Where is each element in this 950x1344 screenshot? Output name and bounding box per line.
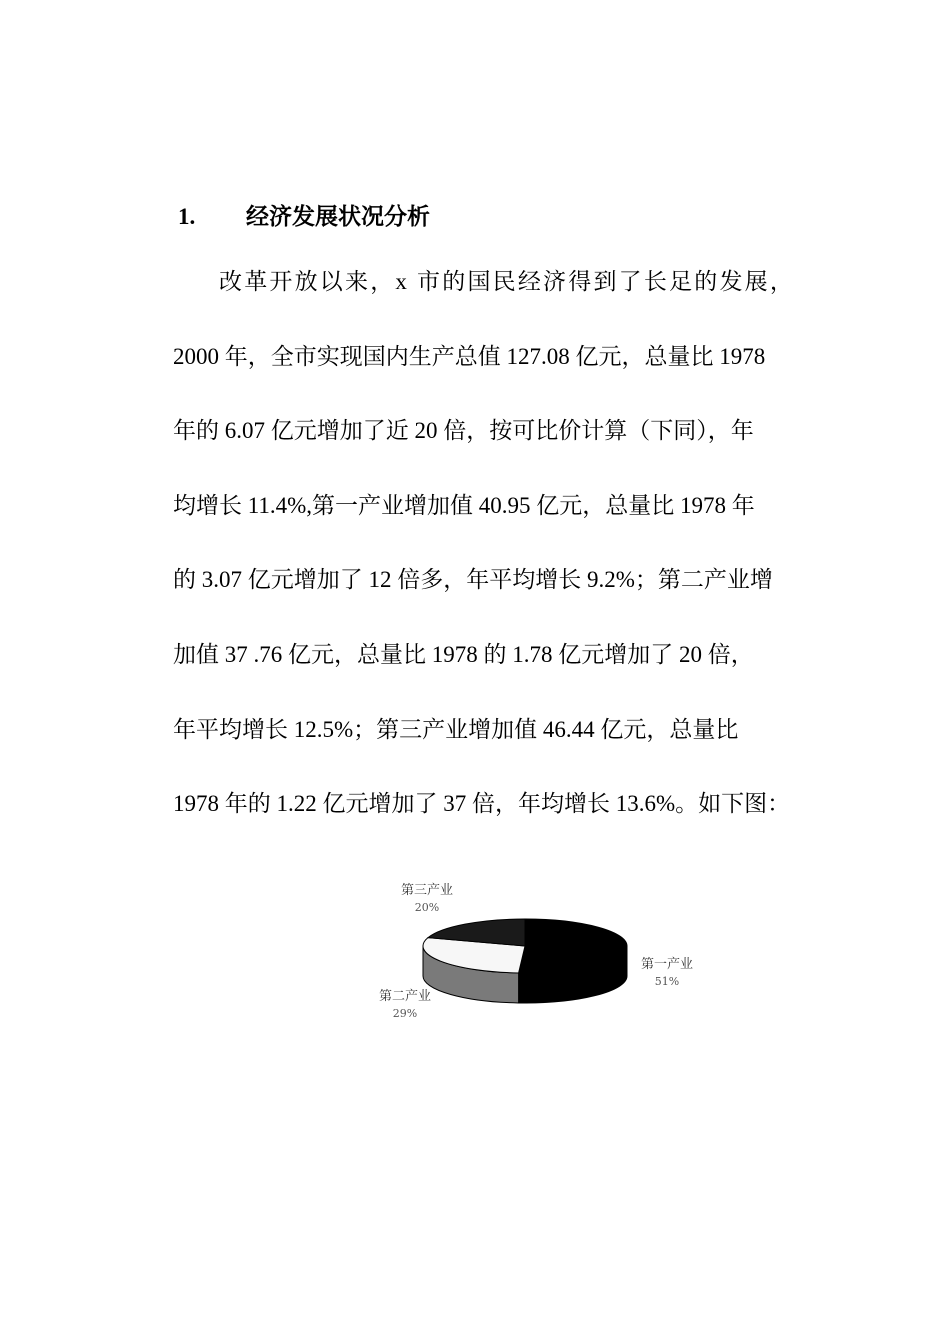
label-tertiary-pct: 20%: [414, 901, 440, 914]
paragraph-line: 均增长 11.4%,第一产业增加值 40.95 亿元，总量比 1978 年: [173, 492, 755, 518]
section-heading: [178, 200, 430, 234]
paragraph-line: 1978 年的 1.22 亿元增加了 37 倍，年均增长 13.6%。如下图：: [173, 791, 791, 817]
paragraph-line: 年平均增长 12.5%；第三产业增加值 46.44 亿元，总量比: [173, 716, 739, 742]
paragraph-line: 的 3.07 亿元增加了 12 倍多，年平均增长 9.2%；第二产业增: [173, 567, 773, 593]
label-primary: [622, 956, 712, 990]
section-title: 经济发展状况分析: [246, 204, 430, 229]
label-primary-name: 第一产业: [640, 957, 693, 972]
paragraph-line: 改革开放以来，x 市的国民经济得到了长足的发展，: [219, 269, 796, 294]
paragraph-line: 2000 年，全市实现国内生产总值 127.08 亿元，总量比 1978: [173, 343, 766, 369]
pie-chart: [360, 870, 720, 1040]
label-primary-pct: 51%: [654, 975, 680, 988]
body-paragraph: [173, 262, 835, 859]
label-secondary-name: 第二产业: [378, 989, 431, 1004]
label-tertiary-name: 第三产业: [400, 883, 453, 898]
label-secondary-pct: 29%: [392, 1007, 418, 1020]
section-number: 1.: [178, 204, 196, 229]
paragraph-line: 加值 37 .76 亿元，总量比 1978 的 1.78 亿元增加了 20 倍，: [173, 641, 754, 667]
paragraph-line: 年的 6.07 亿元增加了近 20 倍，按可比价计算（下同），年: [173, 418, 754, 444]
label-secondary: [360, 988, 450, 1022]
label-tertiary: [382, 882, 472, 916]
